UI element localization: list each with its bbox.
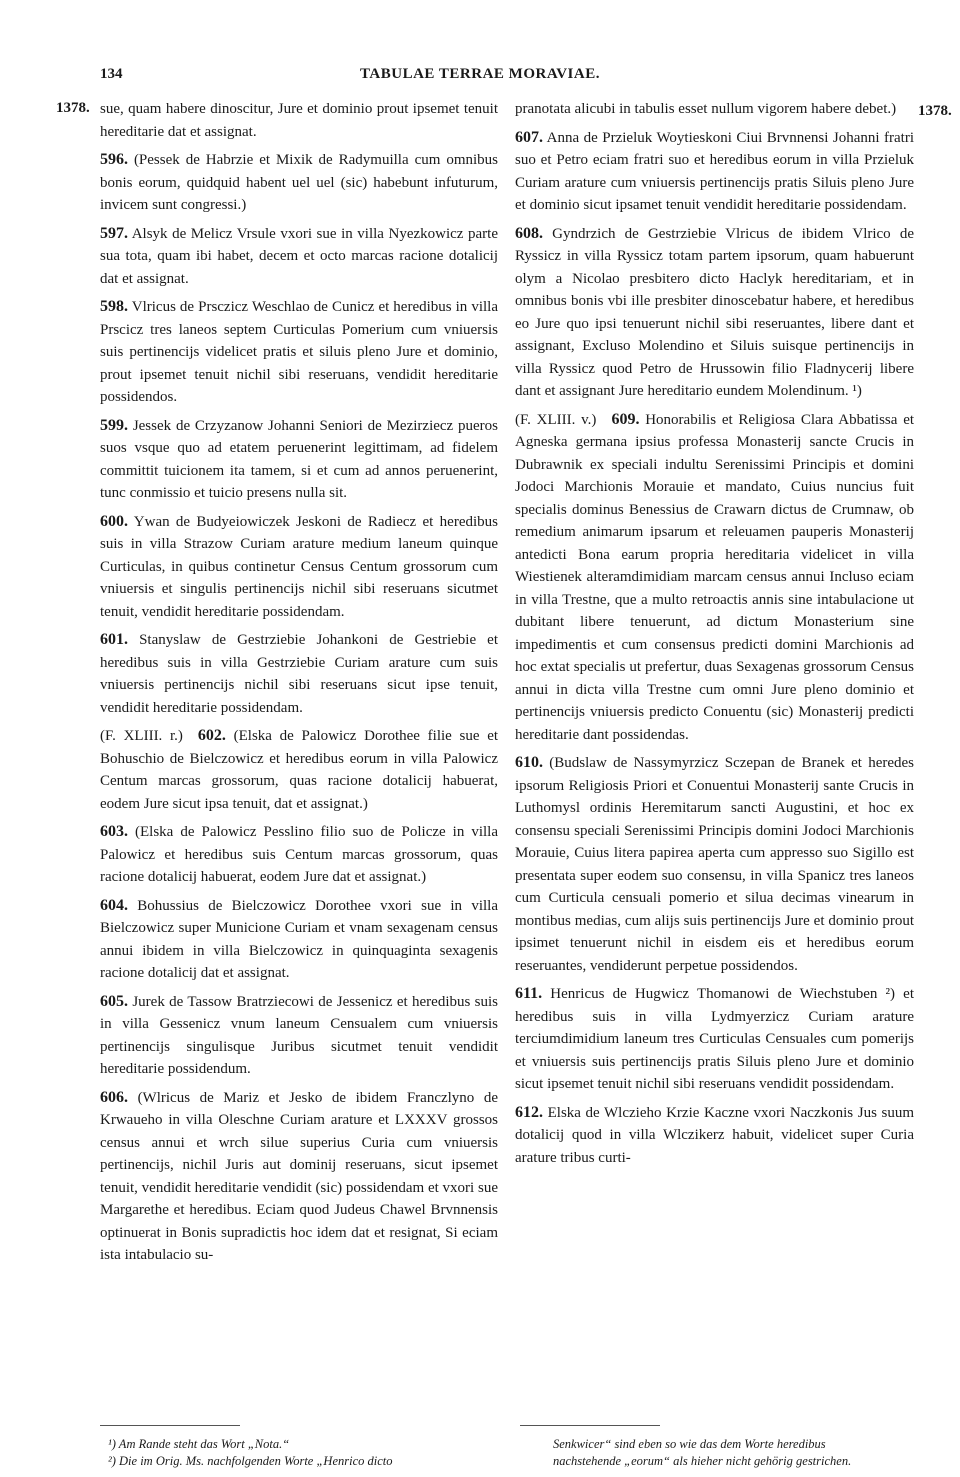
entry-number: 604. — [100, 896, 128, 914]
entry-text: pranotata alicubi in tabulis esset nullum vigorem habere debet.) — [515, 101, 897, 117]
entry-number: 602. — [197, 727, 226, 744]
entry-text: (Budslaw de Nassymyrzicz Sczepan de Branek et heredes ipsorum Religiosis Priori et Conuentui Monasterij sante Crucis in Luthomysl ordinis Heremitarum sancti Augustini, et hoc ex consensu speciali Serenissimi Principis domini Jodoci Marchionis Morauie, Cuius litera papirea aperta cum appresso suo Sigillo est presentata super eodem suo consensu, in villa Spanicz tres laneos cum Curticula censuali pomerio et silua decimas vinearum in montibus medias, cum alijs suis pertinencijs Jure et dominio prout ipsimet tenuerunt nichil in eisdem eis et heredibus eorum reseruantes, vendiderunt perpetue possidendos. — [515, 755, 915, 974]
entry-604 — [100, 895, 498, 985]
entry-text: Ywan de Budyeiowiczek Jeskoni de Radiecz et heredibus suis in villa Strazow Curiam arature medium laneum quinque Curticulas, in quibus continetur Census Centum grossorum cum vniuersis et singulis pertinencijs nichil sibi reseruans sicutmet tenuit, vendidit hereditarie possidendam. — [100, 513, 498, 620]
entry-number: 599. — [100, 416, 128, 434]
entry-text: Honorabilis et Religiosa Clara Abbatissa et Agneska germana ipsius professa Monasterij sancte Crucis in Dubrawnik ex speciali indultu Serenissimi Principis et domini Jodoci Marchionis Morauie et mandato, Cuius nuncius fuit specialis dominus Benessius de Crawarn dictus de Crumnaw, ob remedium animarum ipsarum et releuamen pauperis Monasterij antedicti Bona earum propria hereditaria videlicet in villa Wiestienek alteramdimidiam marcam census annui Incluso eciam in villa Trestne, que a multo retroactis annis sine intabulacione ut dubitant libere tenuerunt, ad dictum Monasterium sine impedimentis et cum consensus predicti domini Marchionis ad hoc extat specialis ut prefertur, duas Sexagenas grossorum Census annui in dicta villa Trestne cum omni Jure pleno dominio et pertinencijs vniuersis predicto Conuentu (sic) Monasterij predicti hereditarie dant possidendas. — [515, 411, 915, 743]
entry-text: Bohussius de Bielczowicz Dorothee vxori sue in villa Bielczowicz super Municione Curiam et vnam sexagenam census annui ibidem in villa Bielczowicz in quinquaginta sexagenis racione dotalicij dat et assignat. — [100, 897, 498, 981]
entry-602 — [100, 725, 498, 815]
running-title: TABULAE TERRAE MORAVIAE. — [360, 66, 600, 82]
entry-text: Gyndrzich de Gestrziebie Vlricus de ibidem Vlrico de Ryssicz in villa Ryssicz totam partem ipsorum, quam habuerunt olym a Nicolao presbitero dicto Haclyk hereditariam, et in omnibus bonis vbi ille presbiter dinoscebatur habere, et heredibus eo Jure quo ipsi tenuerunt nichil sibi reseruantes, libere dant et assignant, Excluso Molendino et Siluis suisque pertinencijs in villa Ryssicz quod Petro de Hrussowin filio Fladnycerij libere dant et assignant Jure hereditario eundem Molendinum. ¹) — [515, 225, 914, 399]
entry-608 — [515, 223, 914, 403]
entry-number: 600. — [100, 512, 128, 530]
entry-number: 603. — [100, 823, 128, 840]
entry-600 — [100, 511, 498, 624]
footnote-2: ²) Die im Orig. Ms. nachfolgenden Worte „Henrico dicto — [108, 1454, 393, 1468]
entry-number: 608. — [515, 224, 543, 242]
folio-reference: (F. XLIII. r.) — [100, 728, 183, 744]
entry-606 — [100, 1087, 498, 1267]
entry-text: Jessek de Crzyzanow Johanni Seniori de Mezirziecz pueros suos vsque quo ad etatem peruenerint legittimam, ad fidelem committit tuicionem ita tamem, si et cum ad annos peruenerint, tunc conmissio et tuicio presens nulla sit. — [100, 417, 499, 501]
footnote-rule-right — [520, 1425, 660, 1426]
page-number: 134 — [100, 66, 123, 82]
entry-599 — [100, 415, 498, 505]
footnotes-right — [553, 1436, 915, 1470]
entry-609 — [515, 409, 914, 747]
entry-607 — [515, 127, 914, 217]
entry-number: 607. — [515, 128, 543, 146]
entry-612 — [515, 1102, 914, 1170]
entry-number: 605. — [100, 992, 128, 1010]
entry-603 — [100, 821, 498, 889]
entry-text: Stanyslaw de Gestrziebie Johankoni de Gestriebie et heredibus suis in villa Gestrziebie Curiam arature cum suis vniuersis pertinencijs nichil sibi reseruans sicut ipse tenuit, vendidit hereditarie possidendam. — [100, 632, 499, 716]
entry-text: Jurek de Tassow Bratrziecowi de Jessenicz et heredibus suis in villa Gessenicz vnum laneum Censualem cum vniuersis pertinencijs singulisque Juribus sicutmet tenuit vendidit hereditarie possidendum. — [100, 993, 498, 1077]
entry-number: 609. — [611, 410, 640, 428]
entry-number: 611. — [515, 985, 543, 1002]
entry-number: 601. — [100, 631, 128, 648]
margin-year-left: 1378. — [56, 100, 90, 116]
entry-number: 598. — [100, 298, 128, 315]
footnote-1: ¹) Am Rande steht das Wort „Nota.“ — [108, 1437, 290, 1451]
entry-text: Alsyk de Melicz Vrsule vxori sue in villa Nyezkowicz parte sua tota, quam ibi habet, decem et octo marcas racione dotalicij dat et assignat. — [100, 225, 498, 287]
entry-number: 610. — [515, 754, 543, 771]
entry-text: (Elska de Palowicz Pesslino filio suo de Policze in villa Palowicz et heredibus suis Centum marcas grossorum, quas racione dotalicij habuerat, eodem Jure dat et assignat.) — [100, 824, 498, 885]
entry-text: (Elska de Palowicz Dorothee filie sue et Bohuschio de Bielczowicz et heredibus eorum in villa Palowicz Centum marcas grossorum, quas racione dotalicij habuerat, eodem Jure sicut ipsa tenuit, dat et assignat.) — [100, 728, 499, 812]
entry-number: 612. — [515, 1103, 543, 1121]
entry-number: 597. — [100, 224, 128, 242]
footnote-2-continued-b: nachstehende „eorum“ als hieher nicht gehörig gestrichen. — [553, 1454, 852, 1468]
entry-601 — [100, 629, 498, 719]
entry-text: Elska de Wlczieho Krzie Kaczne vxori Naczkonis Jus suum dotalicij quod in villa Wlczikerz habuit, videlicet super Curia arature tribus curti- — [515, 1104, 915, 1166]
entry-number: 596. — [100, 151, 128, 168]
entry-610 — [515, 752, 914, 977]
footnote-rule-left — [100, 1425, 240, 1426]
entry-text: (Pessek de Habrzie et Mixik de Radymuilla cum omnibus bonis eorum, quidquid habent uel uel (sic) habebunt infuturum, invicem sunt congressi.) — [100, 152, 498, 213]
entry-continuation — [100, 98, 498, 143]
entry-605 — [100, 991, 498, 1081]
footnote-2-continued-a: Senkwicer“ sind eben so wie das dem Worte heredibus — [553, 1437, 826, 1451]
margin-year-right: 1378. — [918, 103, 952, 119]
entry-611 — [515, 983, 914, 1096]
entry-text: (Wlricus de Mariz et Jesko de ibidem Franczlyno de Krwaueho in villa Oleschne Curiam arature et LXXXV grossos census annui et wrch silue superius Curia cum vniuersis pertinencijs, nichil Juris aut dominij reseruans, sicut ipsemet tenuit, vendidit hereditarie vendidit (sic) possidendam et vxori sue Margarethe et heredibus. Eciam quod Judeus Chawel Brvnnensis optinuerat in Bonis supradictis hoc idem dat et resignat, Si eciam ista intabulacio su- — [100, 1089, 499, 1263]
footnotes-left — [108, 1436, 503, 1470]
entry-text: Anna de Przieluk Woytieskoni Ciui Brvnnensi Johanni fratri suo et Petro eciam fratri suo et heredibus eorum in villa Przieluk Curiam arature cum vniuersis pertinencijs pratis Siluis pleno Jure et dominio sicut ipsamet tenuit vendidit hereditarie possidendam. — [515, 129, 914, 213]
entry-text: sue, quam habere dinoscitur, Jure et dominio prout ipsemet tenuit hereditarie dat et assignat. — [100, 101, 498, 140]
folio-reference: (F. XLIII. v.) — [515, 411, 597, 428]
entry-597 — [100, 223, 498, 291]
entry-596 — [100, 149, 498, 217]
entry-number: 606. — [100, 1088, 128, 1106]
entry-text: Henricus de Hugwicz Thomanowi de Wiechstuben ²) et heredibus suis in villa Lydmyerzicz Curiam arature terciumdimidium laneum tres Curticulas Censuales cum pomerijs et vniuersis suis pertinencijs pratis Siluis pleno Jure et dominio sicut ipsemet tenuit nichil sibi reseruans vendidit possidendam. — [515, 986, 915, 1092]
entry-text: Vlricus de Prsczicz Weschlao de Cunicz et heredibus in villa Prscicz tres laneos septem Curticulas Pomerium cum vniuersis suis pertinencijs videlicet pratis et siluis pleno Jure et dominio, prout ipsemet tenuit nichil sibi reseruans, vendidit hereditarie possidendos. — [100, 299, 498, 405]
entry-continuation — [515, 98, 914, 121]
entry-598 — [100, 296, 498, 409]
right-column — [515, 98, 914, 1175]
left-column — [100, 98, 498, 1273]
